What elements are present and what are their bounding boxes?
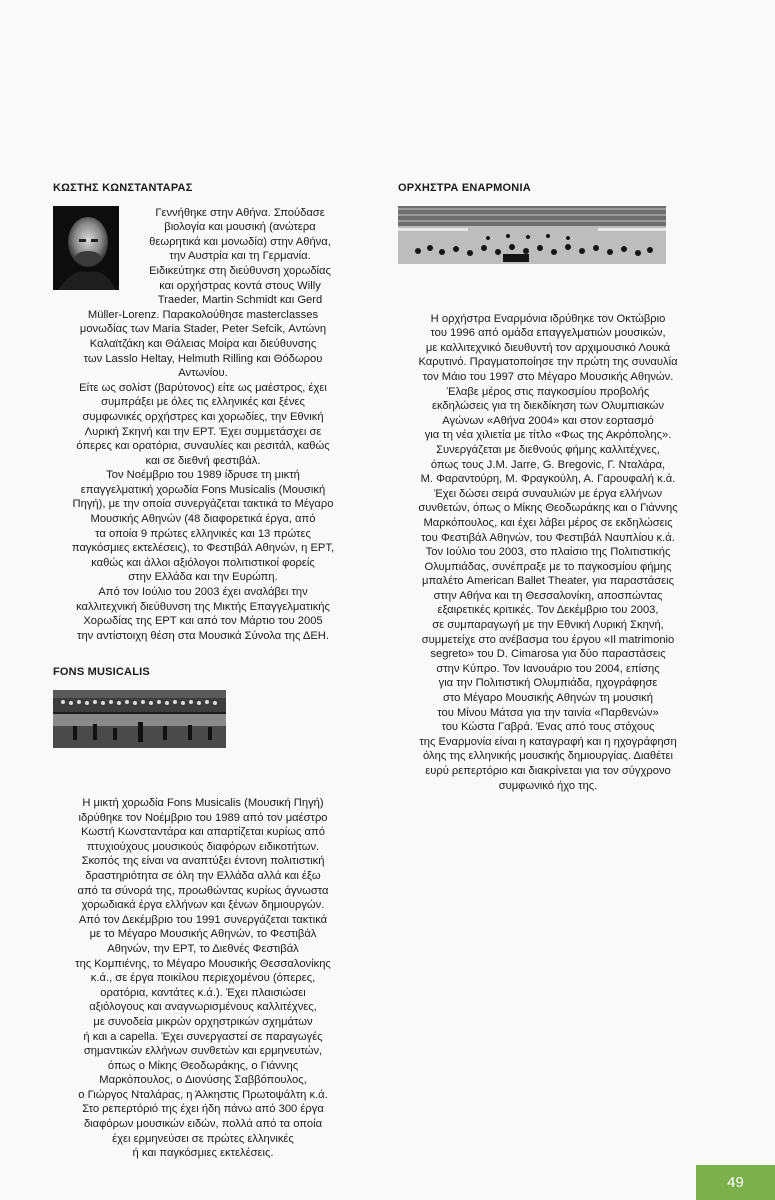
text-line: συμμετείχε στο ανέβασμα του έργου «Il matrimonio: [421, 633, 675, 646]
bio-side-text: [127, 206, 353, 308]
text-line: και σε διεθνή φεστιβάλ.: [145, 454, 261, 467]
text-line: σημαντικών ελλήνων συνθετών και ερμηνευτών,: [83, 1045, 323, 1058]
text-line: για τη νέα χιλιετία με τίτλο «Φως της Ακρόπολης».: [424, 429, 672, 442]
text-line: Τον Νοέμβριο του 1989 ίδρυσε τη μικτή: [106, 469, 300, 482]
text-line: Μουσικής Αθηνών (48 διαφορετικά έργα, από: [90, 513, 316, 526]
text-line: την Αυστρία και τη Γερμανία.: [169, 250, 311, 263]
text-line: Από τον Ιούλιο του 2003 έχει αναλάβει την: [98, 586, 308, 599]
text-line: Αθηνών, την ΕΡΤ, το Διεθνές Φεστιβάλ: [107, 942, 299, 955]
text-line: ή και παγκόσμιες εκτελέσεις.: [132, 1147, 274, 1160]
text-line: Έχει δώσει σειρά συναυλιών με έργα ελλήνων: [433, 487, 663, 500]
text-line: δραστηριότητα σε όλη την Ελλάδα αλλά και έξω: [85, 869, 321, 882]
text-line: αξιόλογους και αναγνωρισμένους καλλιτέχνες,: [89, 1001, 317, 1014]
text-line: ευρύ ρεπερτόριο και διακρίνεται για τον σύγχρονο: [425, 765, 671, 777]
text-line: Σκοπός της είναι να αναπτύξει έντονη πολιτιστική: [81, 855, 325, 868]
fons-text: [53, 796, 353, 1161]
text-line: καλλιτεχνική διεύθυνση της Μικτής Επαγγελματικής: [76, 600, 330, 613]
text-line: ή και a capella. Έχει συνεργαστεί σε παραγωγές: [83, 1030, 323, 1043]
text-line: Müller-Lorenz. Παρακολούθησε masterclasses: [87, 308, 319, 321]
text-line: μπαλέτο American Ballet Theater, για παραστάσεις: [422, 575, 674, 588]
text-line: εξαιρετικές κριτικές. Τον Δεκέμβριο του 2003,: [437, 604, 659, 617]
text-line: Ειδικεύτηκε στη διεύθυνση χορωδίας: [149, 264, 331, 277]
text-line: του Φεστιβάλ Αθηνών, του Φεστιβάλ Ναυπλίου κ.ά.: [421, 531, 675, 544]
text-line: του Κώστα Γαβρά. Ένας από τους στόχους: [441, 721, 655, 734]
text-line: Γεννήθηκε στην Αθήνα. Σπούδασε: [155, 206, 325, 219]
text-line: με καλλιτεχνικό διευθυντή τον αρχιμουσικό Λουκά: [425, 341, 671, 354]
text-line: καθώς και άλλοι αξιόλογοι πολιτιστικοί φορείς: [91, 556, 315, 569]
text-line: Μαρκόπουλος, και έχει λάβει μέρος σε εκδηλώσεις: [423, 516, 673, 529]
text-line: ιδρύθηκε τον Νοέμβριο του 1989 από τον μαέστρο: [78, 811, 328, 824]
text-line: βιολογία και μουσική (ανώτερα: [164, 221, 316, 234]
text-line: επαγγελματική χορωδία Fons Musicalis (Μουσική: [80, 483, 326, 496]
text-line: Πηγή), με την οποία συνεργάζεται τακτικά το Μέγαρο: [72, 498, 334, 511]
text-line: συνθετών, όπως ο Μίκης Θεοδωράκης και ο Γιάννης: [418, 502, 678, 515]
text-line: όπερες και ορατόρια, συναυλίες και ρεσιτάλ, καθώς: [76, 440, 330, 453]
bio-block: [53, 206, 353, 308]
text-line: όλης της ελληνικής μουσικής δημιουργίας. Διαθέτει: [423, 750, 673, 763]
text-line: Καρυτινό. Πραγματοποίησε την πρώτη της συναυλία: [418, 356, 678, 369]
text-line: στην Αθήνα και τη Θεσσαλονίκη, αποσπώντας: [433, 589, 663, 602]
text-line: χορωδιακά έργα ελλήνων και ξένων δημιουργών.: [81, 899, 325, 912]
text-line: έχει ερμηνεύσει σε πρώτες ελληνικές: [112, 1132, 294, 1145]
text-line: Μαρκόπουλος, ο Διονύσης Σαββόπουλος,: [99, 1074, 307, 1087]
text-line: θεωρητικά και μονωδία) στην Αθήνα,: [149, 235, 331, 248]
text-line: Από τον Δεκέμβριο του 1991 συνεργάζεται τακτικά: [78, 913, 328, 926]
text-line: Μ. Φαραντούρη, Μ. Φραγκούλη, Α. Γαρουφαλή κ.ά.: [420, 473, 676, 486]
text-line: την αντίστοιχη θέση στα Μουσικά Σύνολα της ΔΕΗ.: [77, 629, 329, 642]
choir-photo: [53, 690, 226, 748]
text-line: εκδηλώσεις για τη διεκδίκηση των Ολυμπιακών: [431, 400, 664, 413]
text-line: Χορωδίας της ΕΡΤ και από τον Μάρτιο του 2005: [83, 615, 323, 628]
text-line: πτυχιούχους μουσικούς διαφόρων ειδικοτήτων.: [86, 840, 320, 853]
text-line: για την Πολιτιστική Ολυμπιάδα, ηχογράφησε: [438, 677, 658, 690]
text-line: Λυρική Σκηνή και την ΕΡΤ. Έχει συμμετάσχει σε: [84, 425, 322, 438]
text-line: Αντωνίου.: [178, 367, 228, 380]
text-line: από τα σύνορά της, προωθώντας κυρίως άγνωστα: [77, 884, 329, 897]
text-line: με το Μέγαρο Μουσικής Αθηνών, το Φεστιβάλ: [89, 928, 317, 941]
text-line: Στο ρεπερτόριό της έχει ήδη πάνω από 300 έργα: [82, 1103, 324, 1116]
text-line: παγκόσμιες εκτελέσεις), το Φεστιβάλ Αθηνών, η ΕΡΤ,: [71, 542, 335, 555]
text-line: Έλαβε μέρος στις παγκοσμίου προβολής: [446, 385, 650, 398]
text-line: συμφωνικό ήχο της.: [498, 779, 598, 792]
text-line: Καλαϊτζάκη και Θάλειας Μοίρα και διεύθυνσης: [89, 337, 317, 350]
text-line: του 1996 από ομάδα επαγγελματιών μουσικών,: [430, 327, 666, 340]
text-line: Η μικτή χορωδία Fons Musicalis (Μουσική Πηγή): [82, 797, 324, 809]
text-line: συμπράξει με όλες τις ελληνικές και ξένες: [101, 396, 305, 409]
text-line: Η ορχήστρα Εναρμόνια ιδρύθηκε τον Οκτώβριο: [430, 312, 666, 325]
text-line: σε συμπαραγωγή με την Εθνική Λυρική Σκηνή,: [432, 619, 664, 632]
text-line: τον Μάιο του 1997 στο Μέγαρο Μουσικής Αθηνών.: [422, 370, 674, 383]
text-line: στην Ελλάδα και την Ευρώπη.: [128, 571, 278, 584]
text-line: με συνοδεία μικρών ορχηστρικών σχημάτων: [93, 1015, 313, 1028]
heading-fons-musicalis: FONS MUSICALIS: [53, 666, 150, 679]
left-column: [53, 181, 353, 1161]
text-line: κ.ά., σε έργα ποικίλου περιεχομένου (όπερες,: [90, 972, 316, 985]
text-line: Ολυμπιάδας, συνέπραξε με το παγκοσμίου φήμης: [424, 560, 672, 573]
text-line: Traeder, Martin Schmidt και Gerd: [157, 294, 323, 307]
text-line: ορατόρια, καντάτες κ.ά.). Έχει πλαισιώσει: [100, 986, 306, 999]
text-line: στο Μέγαρο Μουσικής Αθηνών τη μουσική: [443, 692, 653, 705]
text-line: διαφόρων μουσικών ειδών, πολλά από τα οποία: [83, 1118, 323, 1131]
text-line: της Εναρμονία είναι η καταγραφή και η ηχογράφηση: [419, 735, 677, 748]
text-line: segreto» του D. Cimarosa για δύο παραστάσεις: [430, 648, 666, 661]
heading-konstantaras: ΚΩΣΤΗΣ ΚΩΝΣΤΑΝΤΑΡΑΣ: [53, 182, 193, 194]
text-line: συμφωνικές ορχήστρες και χορωδίες, την Εθνική: [82, 410, 324, 423]
bio-text: [53, 308, 353, 644]
text-line: Κωστή Κωνσταντάρα και απαρτίζεται κυρίως από: [81, 826, 325, 839]
text-line: Είτε ως σολίστ (βαρύτονος) είτε ως μαέστρος, έχει: [79, 381, 327, 394]
right-column: [398, 181, 698, 793]
text-line: των Lasslo Heltay, Helmuth Rilling και Θόδωρου: [83, 352, 323, 365]
text-line: Αγώνων «Αθήνα 2004» και στον εορτασμό: [442, 414, 654, 427]
text-line: μονωδίας των Maria Stader, Peter Sefcik, Αντώνη: [79, 323, 327, 336]
text-line: Συνεργάζεται με διεθνούς φήμης καλλιτέχνες,: [436, 443, 660, 456]
text-line: και ορχήστρας κοντά στους Willy: [159, 279, 321, 292]
text-line: του Μίνου Μάτσα για την ταινία «Παρθενών»: [437, 706, 659, 719]
portrait-photo: [53, 206, 119, 290]
orchestra-photo: [398, 206, 666, 264]
text-line: στην Κύπρο. Τον Ιανουάριο του 2004, επίσης: [436, 662, 660, 675]
text-line: όπως ο Μίκης Θεοδωράκης, ο Γιάννης: [107, 1059, 299, 1072]
text-line: της Κομπιένης, το Μέγαρο Μουσικής Θεσσαλονίκης: [75, 957, 331, 970]
heading-enarmonia: ΟΡΧΗΣΤΡΑ ΕΝΑΡΜΟΝΙΑ: [398, 182, 531, 194]
text-line: Τον Ιούλιο του 2003, στο πλαίσιο της Πολιτιστικής: [425, 546, 671, 559]
page-number: 49: [696, 1165, 775, 1200]
text-line: τα οποία 9 πρώτες ελληνικές και 13 πρώτες: [95, 527, 311, 540]
text-line: όπως τους J.M. Jarre, G. Bregovic, Γ. Νταλάρα,: [430, 458, 666, 471]
enarmonia-text: [398, 312, 698, 794]
text-line: ο Γιώργος Νταλάρας, η Άλκηστις Πρωτοψάλτη κ.ά.: [78, 1088, 328, 1101]
